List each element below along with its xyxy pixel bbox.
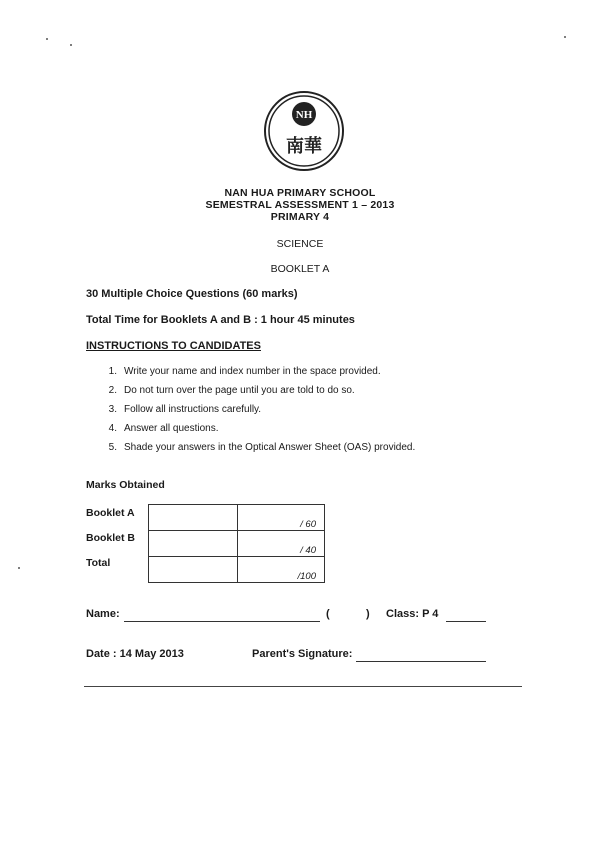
- class-label: Class: P 4: [386, 608, 439, 620]
- school-crest-icon: [263, 90, 345, 172]
- name-label: Name:: [86, 608, 120, 620]
- total-score-cell[interactable]: [149, 557, 238, 583]
- assessment-title: SEMESTRAL ASSESSMENT 1 – 2013: [205, 199, 395, 211]
- school-name: NAN HUA PRIMARY SCHOOL: [224, 187, 376, 199]
- mcq-info: 30 Multiple Choice Questions (60 marks): [86, 288, 298, 300]
- booklet-b-score-cell[interactable]: [149, 531, 238, 557]
- signature-label: Parent's Signature:: [252, 648, 353, 660]
- class-field[interactable]: [446, 607, 486, 622]
- scan-speck: [70, 44, 72, 46]
- list-item: 5. Shade your answers in the Optical Answer Sheet (OAS) provided.: [108, 442, 416, 453]
- scan-speck: [564, 36, 566, 38]
- overall-total: /100: [238, 557, 325, 583]
- school-logo: [263, 90, 345, 172]
- index-open-paren: (: [326, 608, 330, 620]
- booklet-a-score-cell[interactable]: [149, 505, 238, 531]
- table-row: [149, 531, 325, 557]
- subject: SCIENCE: [276, 238, 324, 250]
- list-item: 2. Do not turn over the page until you are told to do so.: [108, 385, 355, 396]
- logo-monogram: NH: [295, 109, 313, 121]
- list-item: 3. Follow all instructions carefully.: [108, 404, 262, 415]
- instructions-list: [101, 362, 415, 457]
- list-item: 4. Answer all questions.: [108, 423, 219, 434]
- level: PRIMARY 4: [270, 211, 330, 223]
- table-row: [149, 557, 325, 583]
- marks-table: [148, 504, 325, 583]
- booklet: BOOKLET A: [270, 263, 330, 275]
- marks-heading: Marks Obtained: [86, 479, 165, 491]
- scan-speck: [18, 567, 20, 569]
- table-row: [149, 505, 325, 531]
- exam-date: Date : 14 May 2013: [86, 648, 184, 660]
- booklet-a-total: / 60: [238, 505, 325, 531]
- name-field[interactable]: [124, 607, 320, 622]
- list-item: 1. Write your name and index number in the space provided.: [108, 366, 381, 377]
- logo-chinese-name: 南華: [286, 136, 322, 157]
- instructions-heading: INSTRUCTIONS TO CANDIDATES: [86, 340, 261, 352]
- booklet-b-label: Booklet B: [86, 532, 136, 544]
- index-close-paren: ): [366, 608, 370, 620]
- booklet-a-label: Booklet A: [86, 507, 135, 519]
- divider: [84, 686, 522, 687]
- booklet-b-total: / 40: [238, 531, 325, 557]
- time-info: Total Time for Booklets A and B : 1 hour 45 minutes: [86, 314, 355, 326]
- signature-field[interactable]: [356, 647, 486, 662]
- total-label: Total: [86, 557, 111, 569]
- scan-speck: [46, 38, 48, 40]
